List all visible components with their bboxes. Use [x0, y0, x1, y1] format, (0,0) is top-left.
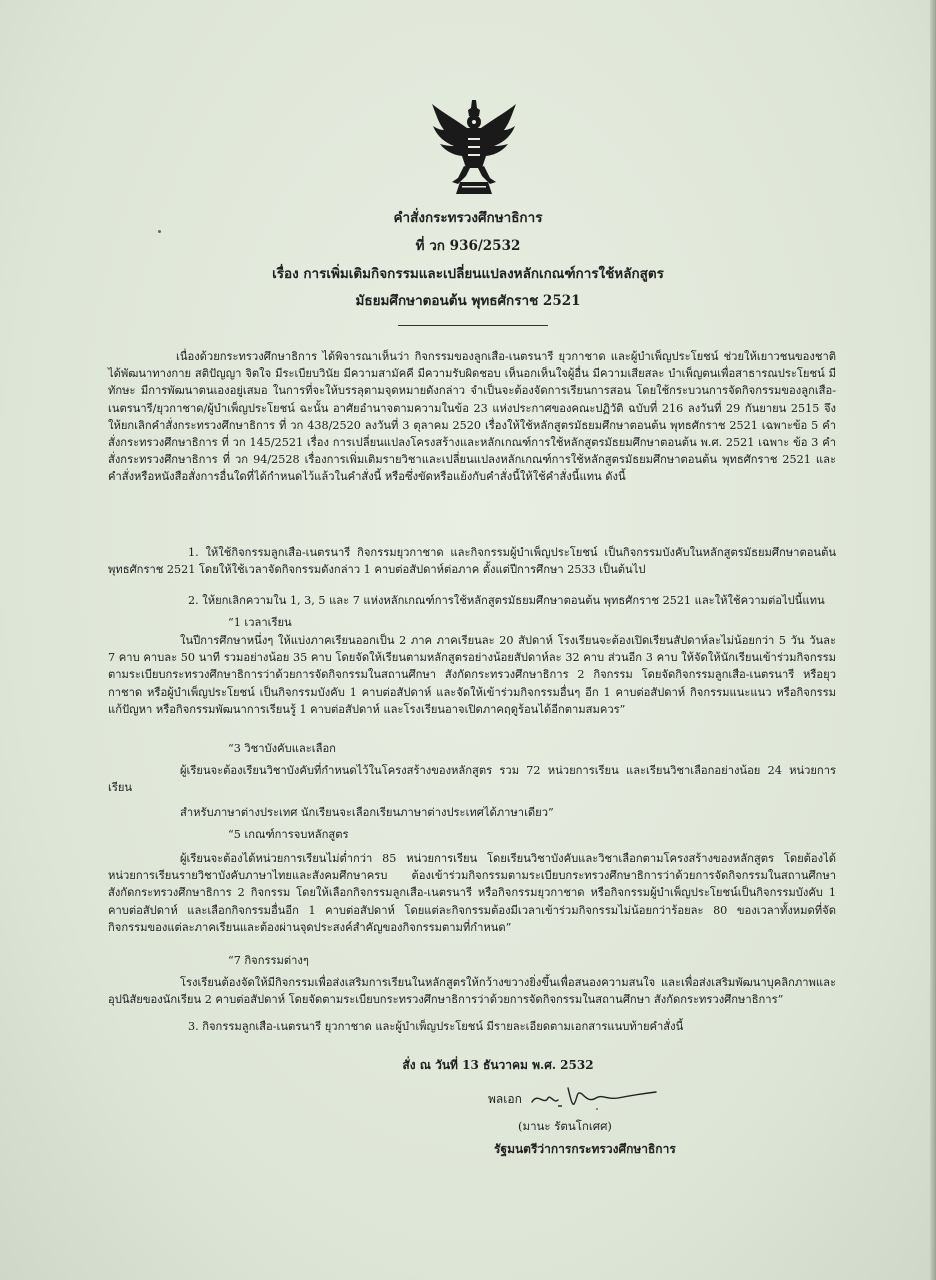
section-3-body: ผู้เรียนจะต้องเรียนวิชาบังคับที่กำหนดไว้ในโครงสร้างของหลักสูตร รวม 72 หน่วยการเรียน และเรียนวิชาเลือกอย่างน้อย 24 หน่วยการเรียน	[108, 764, 836, 795]
garuda-emblem-icon	[428, 98, 520, 196]
intro-paragraph: เนื่องด้วยกระทรวงศึกษาธิการ ได้พิจารณาเห็นว่า กิจกรรมของลูกเสือ-เนตรนารี ยุวกาชาด และผู้บำเพ็ญประโยชน์ ช่วยให้เยาวชนของชาติได้พัฒนาทางกาย สติปัญญา จิตใจ มีระเบียบวินัย มีความสามัคคี มีความรับผิดชอบ เห็นอกเห็นใจผู้อื่น มีความเสียสละ บำเพ็ญตนเพื่อสาธารณประโยชน์ มีทักษะ มีการพัฒนาตนเองอยู่เสมอ ในการที่จะให้บรรลุตามจุดหมายดังกล่าว จำเป็นจะต้องจัดการเรียนการสอน โดยใช้กระบวนการจัดกิจกรรมของลูกเสือ-เนตรนารี/ยุวกาชาด/ผู้บำเพ็ญประโยชน์ ฉะนั้น อาศัยอำนาจตามความในข้อ 23 แห่งประกาศของคณะปฏิวัติ ฉบับที่ 216 ลงวันที่ 29 กันยายน 2515 จึงให้ยกเลิกคำสั่งกระทรวงศึกษาธิการ ที่ วก 438/2520 ลงวันที่ 3 ตุลาคม 2520 เรื่องให้ใช้หลักสูตรมัธยมศึกษาตอนต้น พุทธศักราช 2521 เฉพาะข้อ 5 คำสั่งกระทรวงศึกษาธิการ ที่ วก 145/2521 เรื่อง การเปลี่ยนแปลงโครงสร้างและหลักเกณฑ์การใช้หลักสูตรมัธยมศึกษาตอนต้น พ.ศ. 2521 เฉพาะ ข้อ 3 คำสั่งกระทรวงศึกษาธิการ ที่ วก 94/2528 เรื่องการเพิ่มเติมรายวิชาและเปลี่ยนแปลงหลักเกณฑ์การใช้หลักสูตรมัธยมศึกษาตอนต้น พุทธศักราช 2521 และคำสั่งหรือหนังสือสั่งการอื่นใดที่ได้กำหนดไว้แล้วในคำสั่งนี้ หรือซึ่งขัดหรือแย้งกับคำสั่งนี้ให้ใช้คำสั่งนี้แทน ดังนี้	[108, 350, 836, 484]
section-3-note: สำหรับภาษาต่างประเทศ นักเรียนจะเลือกเรียนภาษาต่างประเทศได้ภาษาเดียว”	[180, 806, 554, 819]
page-edge-shadow	[930, 0, 936, 1280]
section-1-heading: “1 เวลาเรียน	[228, 616, 292, 629]
order-subject: เรื่อง การเพิ่มเติมกิจกรรมและเปลี่ยนแปลงหลักเกณฑ์การใช้หลักสูตร	[272, 266, 664, 282]
order-date: สั่ง ณ วันที่ 13 ธันวาคม พ.ศ. 2532	[402, 1058, 594, 1072]
paper-speck	[596, 1108, 598, 1110]
order-issuer: คำสั่งกระทรวงศึกษาธิการ	[393, 210, 543, 226]
section-3-heading: “3 วิชาบังคับและเลือก	[228, 742, 336, 755]
section-5-body: ผู้เรียนจะต้องได้หน่วยการเรียนไม่ต่ำกว่า 85 หน่วยการเรียน โดยเรียนวิชาบังคับและวิชาเลือกตามโครงสร้างของหลักสูตร โดยต้องได้หน่วยการเรียนรายวิชาบังคับภาษาไทยและสังคมศึกษาครบ ต้องเข้าร่วมกิจกรรมตามระเบียบกระทรวงศึกษาธิการว่าด้วยการจัดกิจกรรมในสถานศึกษาสังกัดกระทรวงศึกษาธิการ 2 กิจกรรม โดยให้เลือกกิจกรรมลูกเสือ-เนตรนารี หรือกิจกรรมยุวกาชาด หรือกิจกรรมผู้บำเพ็ญประโยชน์เป็นกิจกรรมบังคับ 1 คาบต่อสัปดาห์ และเลือกกิจกรรมอื่นอีก 1 คาบต่อสัปดาห์ โดยแต่ละกิจกรรมต้องมีเวลาเข้าร่วมกิจกรรมไม่น้อยกว่าร้อยละ 80 ของเวลาทั้งหมดที่จัดกิจกรรมของแต่ละภาคเรียนและต้องผ่านจุดประสงค์สำคัญของกิจกรรมตามที่กำหนด”	[108, 852, 836, 934]
signer-name: (มานะ รัตนโกเศศ)	[518, 1119, 612, 1133]
paper-speck	[158, 230, 161, 233]
order-number: ที่ วก 936/2532	[415, 238, 521, 254]
order-subject-line2: มัธยมศึกษาตอนต้น พุทธศักราช 2521	[355, 293, 581, 309]
signer-rank: พลเอก	[488, 1092, 522, 1106]
section-5-heading: “5 เกณฑ์การจบหลักสูตร	[228, 828, 349, 841]
section-7-body: โรงเรียนต้องจัดให้มีกิจกรรมเพื่อส่งเสริมการเรียนในหลักสูตรให้กว้างขวางยิ่งขึ้นเพื่อสนองความสนใจ และเพื่อส่งเสริมพัฒนาบุคลิกภาพและอุปนิสัยของนักเรียน 2 คาบต่อสัปดาห์ โดยจัดตามระเบียบกระทรวงศึกษาธิการว่าด้วยการจัดกิจกรรมในสถานศึกษา สังกัดกระทรวงศึกษาธิการ”	[108, 976, 836, 1007]
section-7-heading: “7 กิจกรรมต่างๆ	[228, 954, 309, 967]
item-1: 1. ให้ใช้กิจกรรมลูกเสือ-เนตรนารี กิจกรรมยุวกาชาด และกิจกรรมผู้บำเพ็ญประโยชน์ เป็นกิจกรรมบังคับในหลักสูตรมัธยมศึกษาตอนต้น พุทธศักราช 2521 โดยให้ใช้เวลาจัดกิจกรรมดังกล่าว 1 คาบต่อสัปดาห์ต่อภาค ตั้งแต่ปีการศึกษา 2533 เป็นต้นไป	[108, 546, 836, 577]
section-1-body: ในปีการศึกษาหนึ่งๆ ให้แบ่งภาคเรียนออกเป็น 2 ภาค ภาคเรียนละ 20 สัปดาห์ โรงเรียนจะต้องเปิดเรียนสัปดาห์ละไม่น้อยกว่า 5 วัน วันละ 7 คาบ คาบละ 50 นาที รวมอย่างน้อย 35 คาบ โดยจัดให้เรียนตามหลักสูตรอย่างน้อยสัปดาห์ละ 32 คาบ ส่วนอีก 3 คาบ ให้จัดให้นักเรียนเข้าร่วมกิจกรรมตามระเบียบกระทรวงศึกษาธิการว่าด้วยการจัดกิจกรรมในสถานศึกษา สังกัดกระทรวงศึกษาธิการ 2 กิจกรรม โดยจัดกิจกรรมลูกเสือ-เนตรนารี หรือยุวกาชาด หรือผู้บำเพ็ญประโยชน์ เป็นกิจกรรมบังคับ 1 คาบต่อสัปดาห์ และจัดให้เข้าร่วมกิจกรรมอื่นๆ อีก 1 คาบต่อสัปดาห์ กิจกรรมแนะแนว หรือกิจกรรมแก้ปัญหา หรือกิจกรรมพัฒนาการเรียนรู้ 1 คาบต่อสัปดาห์ และโรงเรียนอาจเปิดภาคฤดูร้อนได้อีกตามสมควร”	[108, 634, 836, 716]
signer-title: รัฐมนตรีว่าการกระทรวงศึกษาธิการ	[494, 1142, 676, 1156]
item-3: 3. กิจกรรมลูกเสือ-เนตรนารี ยุวกาชาด และผู้บำเพ็ญประโยชน์ มีรายละเอียดตามเอกสารแนบท้ายคำสั่งนี้	[188, 1020, 684, 1033]
header-divider	[398, 325, 548, 326]
item-2: 2. ให้ยกเลิกความใน 1, 3, 5 และ 7 แห่งหลักเกณฑ์การใช้หลักสูตรมัธยมศึกษาตอนต้น พุทธศักราช 2521 และให้ใช้ความต่อไปนี้แทน	[188, 594, 825, 607]
handwritten-signature	[528, 1080, 660, 1112]
